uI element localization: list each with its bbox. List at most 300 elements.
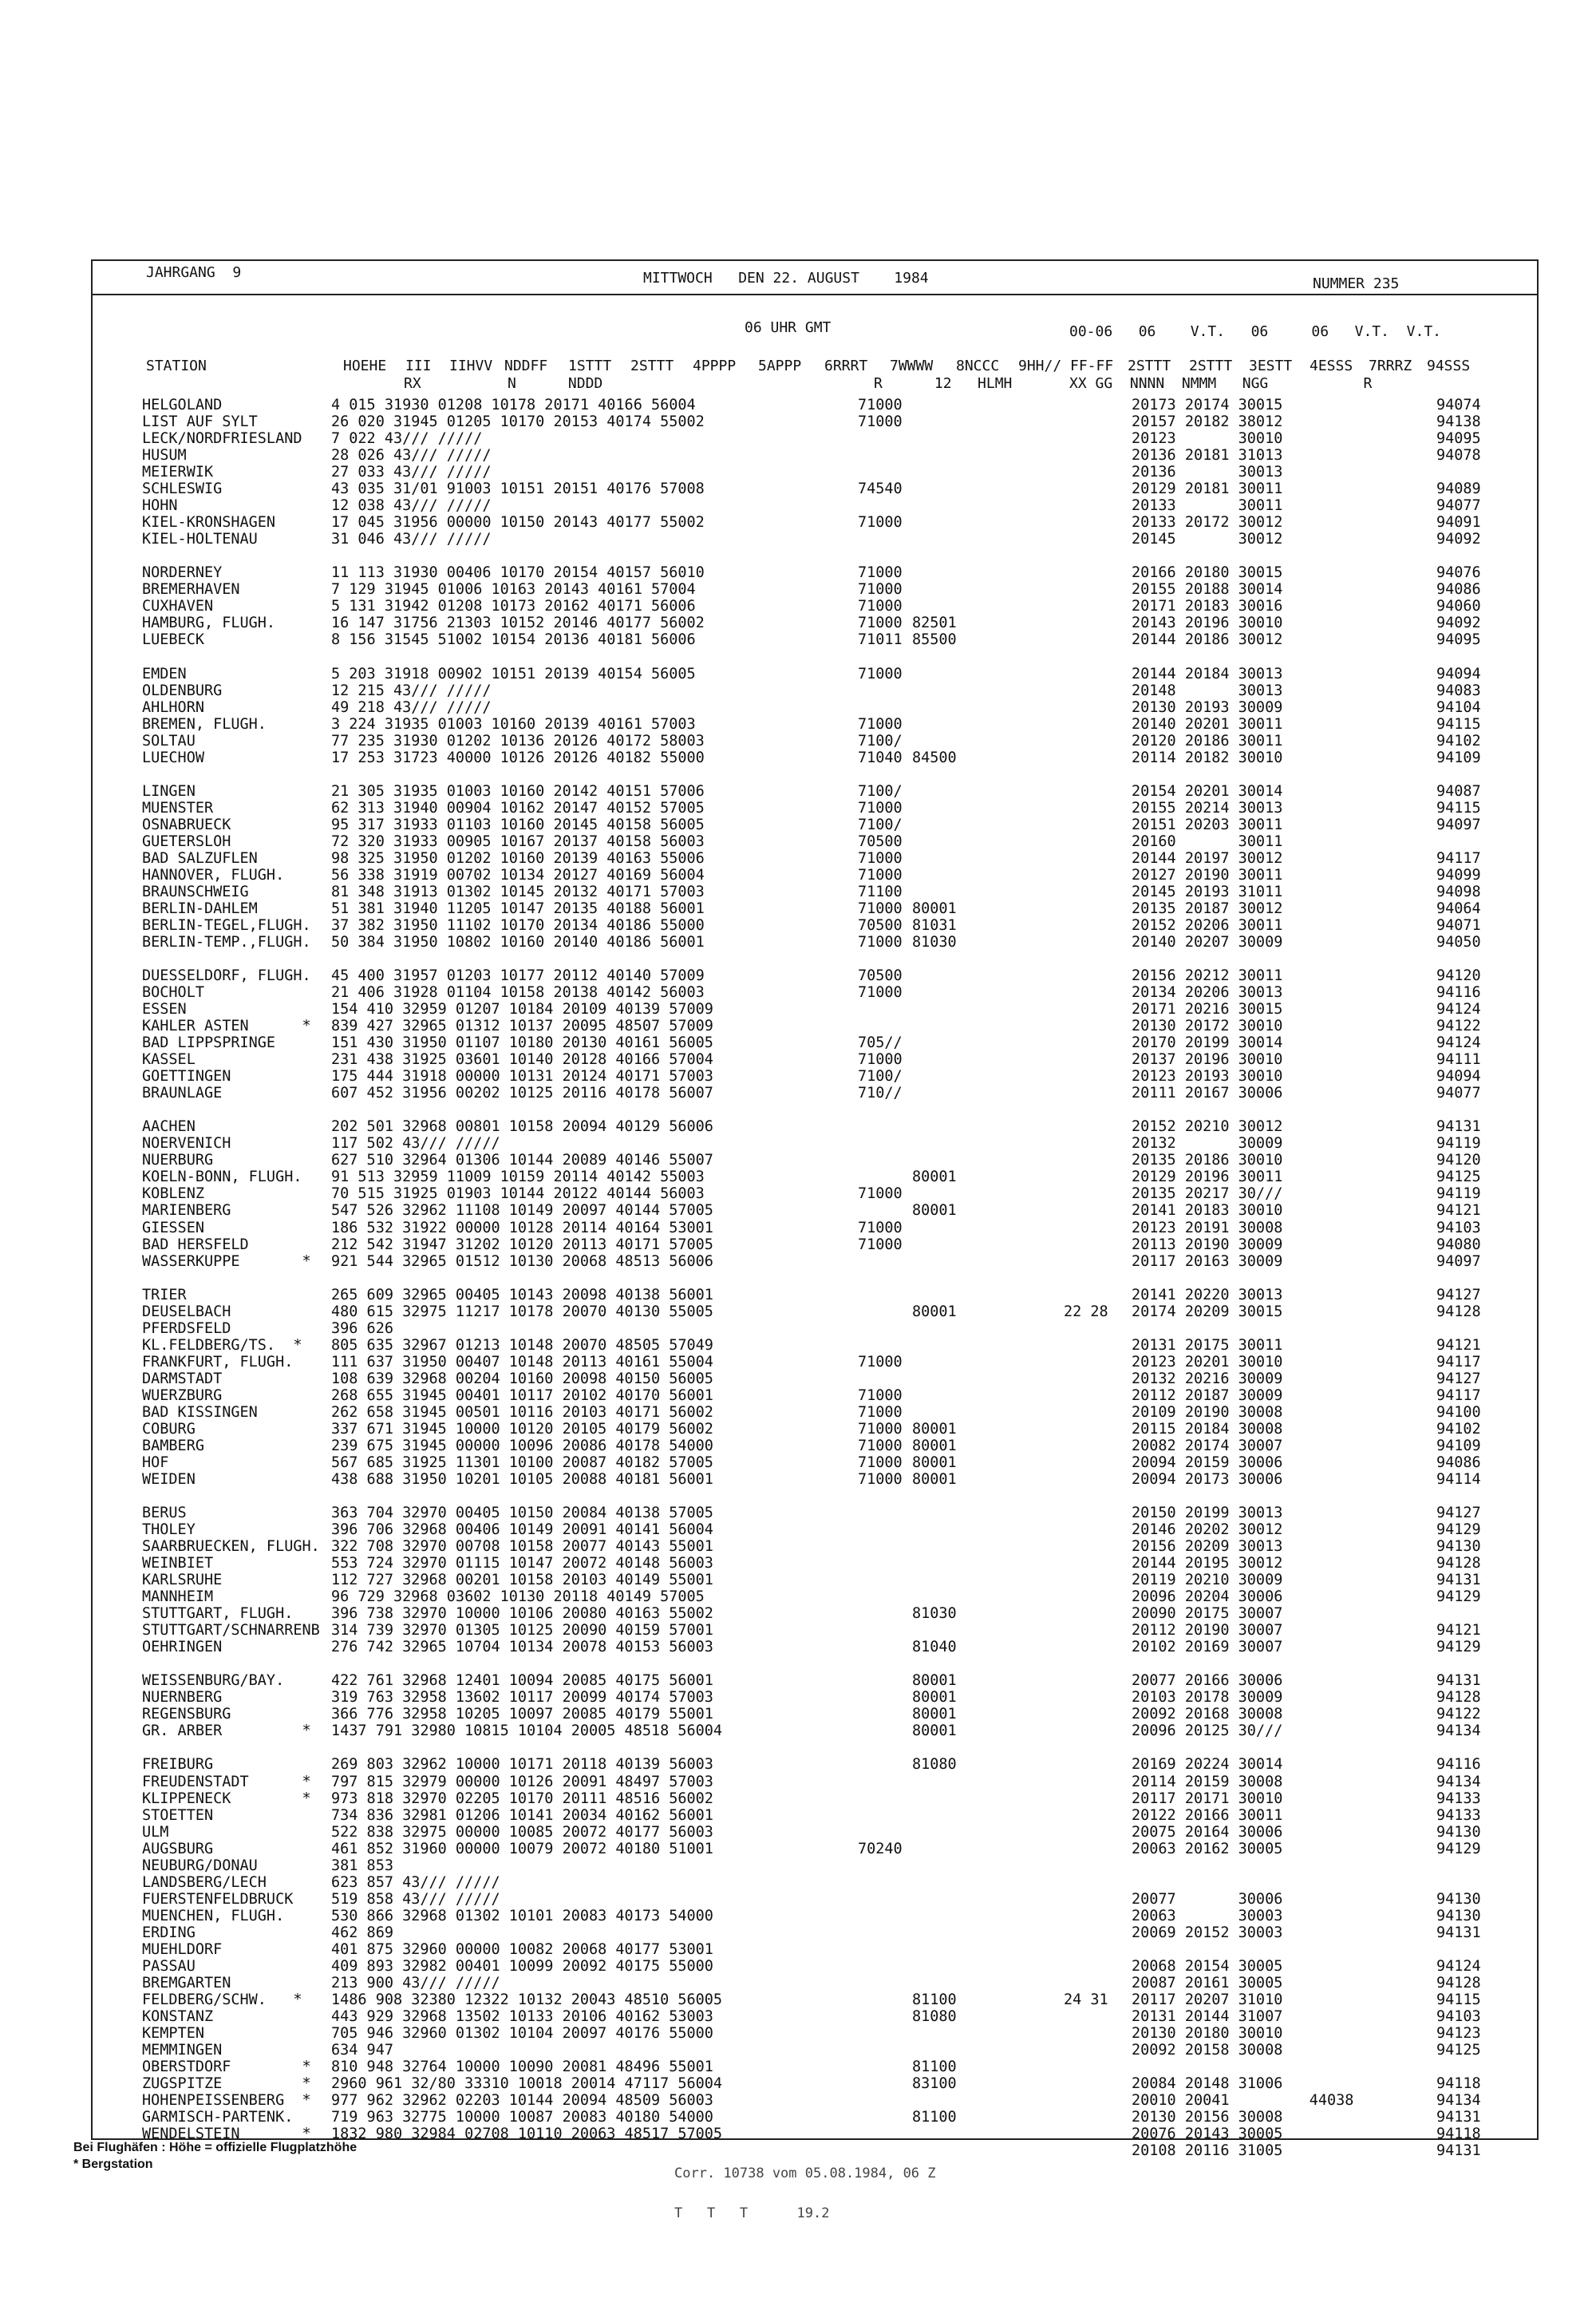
station-value: 71000 — [858, 413, 903, 430]
station-name: WEISSENBURG/BAY. — [142, 1672, 285, 1690]
station-value: 94131 — [1436, 2109, 1481, 2126]
station-value: 7100/ — [858, 782, 903, 800]
station-value: 20171 20183 30016 — [1132, 598, 1283, 615]
station-value: 20109 20190 30008 — [1132, 1403, 1283, 1421]
station-value: 71000 — [858, 1386, 903, 1404]
station-value: 5 131 31942 01208 10173 20162 40171 56006 — [331, 598, 696, 615]
station-name: MUENSTER — [142, 799, 214, 817]
station-value: 20117 20171 30010 — [1132, 1790, 1283, 1807]
station-value: 1437 791 32980 10815 10104 20005 48518 56004 — [331, 1723, 723, 1740]
station-value: 213 900 43/// ///// — [331, 1974, 500, 1991]
station-value: 4 015 31930 01208 10178 20171 40166 56004 — [331, 397, 696, 413]
station-value: 20136 20181 31013 — [1132, 447, 1283, 465]
station-value: 80001 — [912, 1672, 957, 1690]
station-name: BRAUNSCHWEIG — [142, 883, 249, 900]
station-value: 94128 — [1436, 1555, 1481, 1572]
station-value: 20152 20210 30012 — [1132, 1118, 1283, 1136]
station-name: TRIER — [142, 1286, 187, 1303]
station-value: 20160 30011 — [1132, 833, 1283, 850]
station-value: 71011 — [858, 631, 903, 649]
station-value: 20096 20125 30/// — [1132, 1723, 1283, 1740]
station-value: 71000 — [858, 665, 903, 682]
station-value: 94122 — [1436, 1706, 1481, 1723]
station-value: 8 156 31545 51002 10154 20136 40181 56006 — [331, 631, 696, 649]
station-value: 20157 20182 38012 — [1132, 413, 1283, 430]
header-rule — [91, 294, 1537, 295]
station-name: SCHLESWIG — [142, 481, 223, 498]
station-value: 265 609 32965 00405 10143 20098 40138 56001 — [331, 1286, 713, 1303]
station-value: 20173 20174 30015 — [1132, 397, 1283, 413]
station-name: FUERSTENFELDBRUCK — [142, 1890, 294, 1908]
station-value: 22 28 — [1064, 1303, 1108, 1320]
station-value: 27 033 43/// ///// — [331, 464, 492, 481]
station-value: 20131 20144 31007 — [1132, 2007, 1283, 2025]
station-value: 20120 20186 30011 — [1132, 732, 1283, 750]
station-value: 20144 20197 30012 — [1132, 849, 1283, 867]
station-value: 20145 20193 31011 — [1132, 883, 1283, 900]
station-value: 94083 — [1436, 682, 1481, 699]
station-value: 20094 20173 30006 — [1132, 1470, 1283, 1488]
station-name: PFERDSFELD — [142, 1319, 231, 1337]
station-name: KOBLENZ — [142, 1185, 204, 1203]
station-value: 94133 — [1436, 1806, 1481, 1824]
station-name: FRANKFURT, FLUGH. — [142, 1353, 294, 1370]
station-value: 94091 — [1436, 514, 1481, 532]
station-value: 409 893 32982 00401 10099 20092 40175 55000 — [331, 1957, 713, 1975]
station-value: 623 857 43/// ///// — [331, 1873, 500, 1891]
column-header: IIHVV — [449, 358, 493, 374]
station-name: BREMEN, FLUGH. — [142, 715, 267, 733]
station-value: 567 685 31925 11301 10100 20087 40182 57005 — [331, 1454, 713, 1471]
station-value: 20145 30012 — [1132, 531, 1283, 548]
station-value: 94086 — [1436, 581, 1481, 599]
station-value: 70500 — [858, 967, 903, 984]
station-value: 94130 — [1436, 1890, 1481, 1908]
station-value: 71000 — [858, 1353, 903, 1370]
station-name: WEINBIET — [142, 1555, 214, 1572]
station-value: 56 338 31919 00702 10134 20127 40169 56004 — [331, 866, 705, 884]
station-value: 81080 — [912, 2007, 957, 2025]
station-name: HOHN — [142, 497, 178, 515]
station-value: 20156 20212 30011 — [1132, 967, 1283, 984]
station-value: 337 671 31945 10000 10120 20105 40179 56002 — [331, 1420, 713, 1438]
station-value: 98 325 31950 01202 10160 20139 40163 55006 — [331, 849, 705, 867]
column-header: 7RRRZ — [1369, 358, 1412, 374]
column-header: 3ESTT — [1249, 358, 1293, 374]
station-value: 276 742 32965 10704 10134 20078 40153 56003 — [331, 1639, 713, 1656]
station-value: 212 542 31947 31202 10120 20113 40171 57005 — [331, 1236, 713, 1253]
column-header: 4ESSS — [1310, 358, 1353, 374]
station-value: 94118 — [1436, 2126, 1481, 2143]
correction-note: Corr. 10738 vom 05.08.1984, 06 Z — [674, 2165, 936, 2181]
station-value: 24 31 — [1064, 1991, 1108, 2008]
station-value: 20114 20182 30010 — [1132, 749, 1283, 766]
station-value: 151 430 31950 01107 10180 20130 40161 56005 — [331, 1034, 713, 1052]
station-value: 70 515 31925 01903 10144 20122 40144 56003 — [331, 1185, 705, 1203]
station-value: 734 836 32981 01206 10141 20034 40162 56001 — [331, 1806, 713, 1824]
station-value: 21 305 31935 01003 10160 20142 40151 57006 — [331, 782, 705, 800]
station-name: KONSTANZ — [142, 2007, 214, 2025]
station-value: 94114 — [1436, 1470, 1481, 1488]
station-value: 70500 — [858, 916, 903, 934]
station-value: 71000 — [858, 1051, 903, 1069]
station-name: OBERSTDORF * — [142, 2059, 311, 2075]
station-value: 94127 — [1436, 1505, 1481, 1521]
station-name: BAD LIPPSPRINGE — [142, 1034, 276, 1052]
station-value: 94129 — [1436, 1521, 1481, 1538]
station-value: 20170 20199 30014 — [1132, 1034, 1283, 1052]
station-value: 480 615 32975 11217 10178 20070 40130 55005 — [331, 1303, 713, 1320]
station-value: 20112 20187 30009 — [1132, 1386, 1283, 1404]
station-value: 805 635 32967 01213 10148 20070 48505 57049 — [331, 1336, 713, 1354]
station-value: 94118 — [1436, 2075, 1481, 2092]
station-name: KIEL-HOLTENAU — [142, 531, 258, 548]
station-value: 401 875 32960 00000 10082 20068 40177 53001 — [331, 1940, 713, 1958]
station-value: 20069 20152 30003 — [1132, 1924, 1283, 1941]
station-value: 94124 — [1436, 1001, 1481, 1018]
station-value: 20156 20209 30013 — [1132, 1538, 1283, 1555]
station-name: ERDING — [142, 1924, 196, 1941]
station-value: 705 946 32960 01302 10104 20097 40176 55000 — [331, 2024, 713, 2042]
station-value: 94115 — [1436, 715, 1481, 733]
station-name: BOCHOLT — [142, 984, 204, 1002]
station-value: 94050 — [1436, 934, 1481, 951]
station-value: 20084 20148 31006 — [1132, 2075, 1283, 2092]
station-value: 94117 — [1436, 1386, 1481, 1404]
station-name: BAMBERG — [142, 1437, 204, 1454]
station-value: 94104 — [1436, 698, 1481, 716]
column-header: 1STTT — [568, 358, 612, 374]
column-subheader-a: RX N NDDD — [404, 375, 603, 392]
station-value: 94131 — [1436, 1572, 1481, 1589]
station-value: 94115 — [1436, 1991, 1481, 2008]
station-value: 20130 20172 30010 — [1132, 1018, 1283, 1035]
station-name: OEHRINGEN — [142, 1639, 223, 1656]
station-value: 2960 961 32/80 33310 10018 20014 47117 56004 — [331, 2075, 723, 2092]
station-value: 7100/ — [858, 816, 903, 833]
station-name: THOLEY — [142, 1521, 196, 1538]
station-value: 94128 — [1436, 1689, 1481, 1707]
station-name: KL.FELDBERG/TS. * — [142, 1336, 302, 1354]
station-value: 314 739 32970 01305 10125 20090 40159 57001 — [331, 1622, 713, 1639]
station-value: 973 818 32970 02205 10170 20111 48516 56002 — [331, 1790, 713, 1807]
station-value: 94097 — [1436, 1252, 1481, 1270]
station-value: 108 639 32968 00204 10160 20098 40150 56005 — [331, 1370, 713, 1387]
station-value: 94131 — [1436, 1672, 1481, 1690]
station-value: 71000 — [858, 564, 903, 582]
station-name: HOF — [142, 1454, 169, 1471]
station-value: 94098 — [1436, 883, 1481, 900]
station-value: 20090 20175 30007 — [1132, 1605, 1283, 1623]
station-value: 20096 20204 30006 — [1132, 1588, 1283, 1606]
station-value: 94130 — [1436, 1907, 1481, 1924]
station-value: 70240 — [858, 1840, 903, 1857]
station-name: BAD HERSFELD — [142, 1236, 249, 1253]
station-value: 94134 — [1436, 1773, 1481, 1790]
station-value: 20063 20162 30005 — [1132, 1840, 1283, 1857]
station-value: 20143 20196 30010 — [1132, 615, 1283, 632]
station-name: LUECHOW — [142, 749, 204, 766]
station-name: MEIERWIK — [142, 464, 214, 481]
column-group-forecast: 00-06 06 V.T. 06 06 V.T. V.T. — [1069, 323, 1441, 340]
station-value: 16 147 31756 21303 10152 20146 40177 56002 — [331, 615, 705, 632]
station-name: BERUS — [142, 1505, 187, 1521]
column-header: FF-FF — [1070, 358, 1114, 374]
station-value: 80001 — [912, 1706, 957, 1723]
station-value: 20137 20196 30010 — [1132, 1051, 1283, 1069]
footnote-airport-height: Bei Flughäfen : Höhe = offizielle Flugplatzhöhe — [73, 2141, 358, 2154]
station-value: 20130 20193 30009 — [1132, 698, 1283, 716]
station-value: 719 963 32775 10000 10087 20083 40180 54000 — [331, 2109, 713, 2126]
station-name: STOETTEN — [142, 1806, 214, 1824]
station-value: 381 853 — [331, 1857, 393, 1874]
station-value: 94102 — [1436, 1420, 1481, 1438]
station-value: 810 948 32764 10000 10090 20081 48496 55001 — [331, 2059, 713, 2075]
station-value: 20010 20041 44038 — [1132, 2092, 1354, 2109]
station-name: PASSAU — [142, 1957, 196, 1975]
station-value: 94095 — [1436, 631, 1481, 649]
station-value: 17 253 31723 40000 10126 20126 40182 55000 — [331, 749, 705, 766]
station-name: MARIENBERG — [142, 1202, 231, 1220]
station-value: 49 218 43/// ///// — [331, 698, 492, 716]
station-name: KIEL-KRONSHAGEN — [142, 514, 276, 532]
station-value: 94124 — [1436, 1034, 1481, 1052]
station-name: KOELN-BONN, FLUGH. — [142, 1169, 302, 1186]
station-value: 231 438 31925 03601 10140 20128 40166 57004 — [331, 1051, 713, 1069]
station-value: 71000 — [858, 1437, 903, 1454]
station-value: 94103 — [1436, 2007, 1481, 2025]
station-value: 239 675 31945 00000 10096 20086 40178 54000 — [331, 1437, 713, 1454]
station-name: GUETERSLOH — [142, 833, 231, 850]
station-value: 20113 20190 30009 — [1132, 1236, 1283, 1253]
station-value: 80001 — [912, 1723, 957, 1740]
station-value: 7 129 31945 01006 10163 20143 40161 57004 — [331, 581, 696, 599]
station-value: 71000 — [858, 1454, 903, 1471]
station-value: 71000 — [858, 1236, 903, 1253]
station-value: 94092 — [1436, 531, 1481, 548]
column-header: 2STTT — [1128, 358, 1171, 374]
station-value: 94123 — [1436, 2024, 1481, 2042]
station-value: 71000 — [858, 1219, 903, 1236]
station-name: OLDENBURG — [142, 682, 223, 699]
station-value: 20115 20184 30008 — [1132, 1420, 1283, 1438]
station-value: 71000 — [858, 849, 903, 867]
station-value: 71000 — [858, 900, 903, 917]
station-value: 43 035 31/01 91003 10151 20151 40176 57008 — [331, 481, 705, 498]
station-value: 396 738 32970 10000 10106 20080 40163 55002 — [331, 1605, 713, 1623]
station-value: 26 020 31945 01205 10170 20153 40174 55002 — [331, 413, 705, 430]
station-name: KAHLER ASTEN * — [142, 1018, 311, 1035]
station-value: 268 655 31945 00401 10117 20102 40170 56001 — [331, 1386, 713, 1404]
station-name: BAD KISSINGEN — [142, 1403, 258, 1421]
station-value: 20148 30013 — [1132, 682, 1283, 699]
column-header: 4PPPP — [693, 358, 737, 374]
station-value: 12 038 43/// ///// — [331, 497, 492, 515]
station-name: SOLTAU — [142, 732, 196, 750]
station-name: NOERVENICH — [142, 1135, 231, 1153]
station-value: 94128 — [1436, 1974, 1481, 1991]
station-name: COBURG — [142, 1420, 196, 1438]
station-value: 71000 — [858, 1420, 903, 1438]
station-value: 20123 20201 30010 — [1132, 1353, 1283, 1370]
station-value: 921 544 32965 01512 10130 20068 48513 56006 — [331, 1252, 713, 1270]
station-value: 94138 — [1436, 413, 1481, 430]
station-value: 839 427 32965 01312 10137 20095 48507 57009 — [331, 1018, 713, 1035]
station-value: 438 688 31950 10201 10105 20088 40181 56001 — [331, 1470, 713, 1488]
station-value: 20140 20207 30009 — [1132, 934, 1283, 951]
station-value: 94086 — [1436, 1454, 1481, 1471]
station-value: 37 382 31950 11102 10170 20134 40186 55000 — [331, 916, 705, 934]
column-header: 8NCCC — [956, 358, 1000, 374]
station-value: 94121 — [1436, 1336, 1481, 1354]
station-name: DARMSTADT — [142, 1370, 223, 1387]
station-value: 530 866 32968 01302 10101 20083 40173 54000 — [331, 1907, 713, 1924]
station-value: 396 626 — [331, 1319, 393, 1337]
station-value: 94128 — [1436, 1303, 1481, 1320]
station-value: 705// — [858, 1034, 903, 1052]
station-value: 28 026 43/// ///// — [331, 447, 492, 465]
station-name: DUESSELDORF, FLUGH. — [142, 967, 311, 984]
station-value: 20075 20164 30006 — [1132, 1823, 1283, 1841]
station-value: 710// — [858, 1085, 903, 1102]
station-value: 94121 — [1436, 1202, 1481, 1220]
station-value: 322 708 32970 00708 10158 20077 40143 55001 — [331, 1538, 713, 1555]
station-name: KARLSRUHE — [142, 1572, 223, 1589]
station-value: 94116 — [1436, 984, 1481, 1002]
station-name: HELGOLAND — [142, 397, 223, 413]
station-value: 94121 — [1436, 1622, 1481, 1639]
station-value: 80001 — [912, 900, 957, 917]
station-name: KLIPPENECK * — [142, 1790, 311, 1807]
station-name: HUSUM — [142, 447, 187, 465]
station-value: 20130 20156 30008 — [1132, 2109, 1283, 2126]
station-value: 20129 20181 30011 — [1132, 481, 1283, 498]
station-name: GR. ARBER * — [142, 1723, 311, 1740]
station-value: 20129 20196 30011 — [1132, 1169, 1283, 1186]
station-value: 20140 20201 30011 — [1132, 715, 1283, 733]
station-value: 20077 20166 30006 — [1132, 1672, 1283, 1690]
station-value: 154 410 32959 01207 10184 20109 40139 57009 — [331, 1001, 713, 1018]
station-value: 94131 — [1436, 2142, 1481, 2160]
station-value: 12 215 43/// ///// — [331, 682, 492, 699]
station-value: 20111 20167 30006 — [1132, 1085, 1283, 1102]
station-value: 627 510 32964 01306 10144 20089 40146 55007 — [331, 1152, 713, 1169]
station-name: BREMGARTEN — [142, 1974, 231, 1991]
station-name: FELDBERG/SCHW. * — [142, 1991, 302, 2008]
station-value: 634 947 — [331, 2041, 393, 2059]
station-value: 94119 — [1436, 1185, 1481, 1203]
station-value: 94102 — [1436, 732, 1481, 750]
station-value: 71000 — [858, 934, 903, 951]
station-value: 94064 — [1436, 900, 1481, 917]
station-name: SAARBRUECKEN, FLUGH. — [142, 1538, 320, 1555]
station-value: 20117 20207 31010 — [1132, 1991, 1283, 2008]
station-value: 94119 — [1436, 1135, 1481, 1153]
station-value: 94117 — [1436, 849, 1481, 867]
station-value: 94077 — [1436, 1085, 1481, 1102]
station-value: 94120 — [1436, 967, 1481, 984]
station-value: 94125 — [1436, 1169, 1481, 1186]
station-value: 81080 — [912, 1756, 957, 1774]
station-value: 20131 20175 30011 — [1132, 1336, 1283, 1354]
station-value: 81031 — [912, 916, 957, 934]
station-name: LIST AUF SYLT — [142, 413, 258, 430]
station-value: 85500 — [912, 631, 957, 649]
station-value: 94130 — [1436, 1538, 1481, 1555]
station-value: 71000 — [858, 397, 903, 413]
station-value: 94109 — [1436, 749, 1481, 766]
station-value: 20134 20206 30013 — [1132, 984, 1283, 1002]
station-value: 20171 20216 30015 — [1132, 1001, 1283, 1018]
column-subheader-c: XX GG NNNN NMMM NGG R — [1069, 375, 1373, 392]
station-value: 94095 — [1436, 430, 1481, 448]
station-value: 20150 20199 30013 — [1132, 1505, 1283, 1521]
station-value: 20114 20159 30008 — [1132, 1773, 1283, 1790]
column-header: 2STTT — [1189, 358, 1233, 374]
bulletin-frame — [91, 259, 1539, 2143]
station-name: NUERBURG — [142, 1152, 214, 1169]
station-name: OSNABRUECK — [142, 816, 231, 833]
station-value: 94131 — [1436, 1118, 1481, 1136]
station-value: 71000 — [858, 1403, 903, 1421]
station-name: LINGEN — [142, 782, 196, 800]
station-name: CUXHAVEN — [142, 598, 214, 615]
station-value: 519 858 43/// ///// — [331, 1890, 500, 1908]
station-name: KEMPTEN — [142, 2024, 204, 2042]
station-value: 20144 20184 30013 — [1132, 665, 1283, 682]
station-value: 71000 — [858, 581, 903, 599]
station-name: BAD SALZUFLEN — [142, 849, 258, 867]
station-value: 71000 — [858, 615, 903, 632]
station-value: 80001 — [912, 1454, 957, 1471]
station-value: 71000 — [858, 1470, 903, 1488]
station-value: 81100 — [912, 2059, 957, 2075]
station-value: 94133 — [1436, 1790, 1481, 1807]
station-value: 71000 — [858, 1185, 903, 1203]
station-value: 94129 — [1436, 1639, 1481, 1656]
station-name: GARMISCH-PARTENK. — [142, 2109, 294, 2126]
station-value: 51 381 31940 11205 10147 20135 40188 56001 — [331, 900, 705, 917]
station-value: 80001 — [912, 1689, 957, 1707]
station-value: 977 962 32962 02203 10144 20094 48509 56003 — [331, 2092, 713, 2109]
station-value: 81030 — [912, 934, 957, 951]
station-value: 80001 — [912, 1303, 957, 1320]
station-value: 96 729 32968 03602 10130 20118 40149 57005 — [331, 1588, 705, 1606]
station-value: 20102 20169 30007 — [1132, 1639, 1283, 1656]
station-name: HAMBURG, FLUGH. — [142, 615, 276, 632]
station-value: 94097 — [1436, 816, 1481, 833]
station-value: 20136 30013 — [1132, 464, 1283, 481]
station-value: 81040 — [912, 1639, 957, 1656]
station-value: 94076 — [1436, 564, 1481, 582]
station-name: STUTTGART, FLUGH. — [142, 1605, 294, 1623]
column-subheader-b: R 12 HLMH — [874, 375, 1013, 392]
station-value: 20146 20202 30012 — [1132, 1521, 1283, 1538]
issue-date: MITTWOCH DEN 22. AUGUST 1984 — [643, 270, 929, 287]
station-value: 20133 20172 30012 — [1132, 514, 1283, 532]
station-name: BERLIN-TEGEL,FLUGH. — [142, 916, 311, 934]
station-value: 20123 30010 — [1132, 430, 1283, 448]
station-value: 71000 — [858, 866, 903, 884]
station-value: 111 637 31950 00407 10148 20113 40161 55004 — [331, 1353, 713, 1370]
station-value: 94116 — [1436, 1756, 1481, 1774]
station-value: 20144 20186 30012 — [1132, 631, 1283, 649]
station-value: 20119 20210 30009 — [1132, 1572, 1283, 1589]
station-value: 71000 — [858, 799, 903, 817]
station-value: 80001 — [912, 1202, 957, 1220]
station-value: 94127 — [1436, 1286, 1481, 1303]
column-header: NDDFF — [504, 358, 548, 374]
